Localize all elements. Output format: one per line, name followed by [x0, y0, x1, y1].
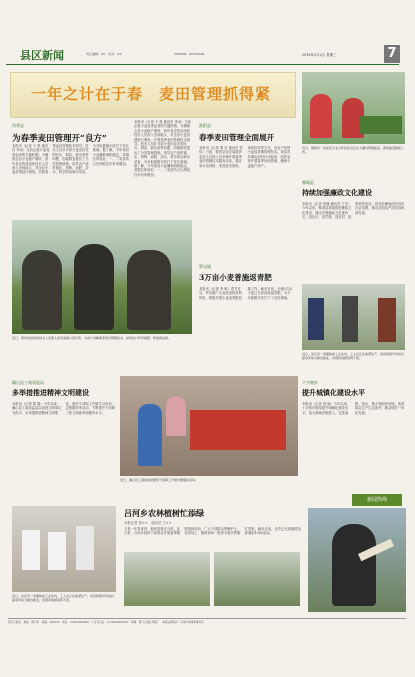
person-figure	[127, 250, 171, 330]
right-top-caption: 近日，淮阳县一家农民专业合作社社员正在大棚内管理蔬菜，春季蔬菜陆续上市。	[302, 146, 405, 154]
center-photo	[120, 376, 298, 476]
page-header	[6, 44, 399, 66]
article-title: 持续加强廉政文化建设	[302, 188, 372, 197]
article-body: 本报讯（记者 周 丽）今年以来，十字路乡围绕提升城镇化建设水平，加大基础设施投入，完善道路、供水、排水等配套设施，改善群众生产生活条件，推动城乡一体化发展。	[302, 402, 405, 415]
person-figure	[310, 94, 332, 138]
tree-planting-photo	[214, 552, 300, 606]
right-mid-caption: 近日，沈丘县一家服装加工企业内，工人们正在加紧生产。该县积极引导农村富余劳动力就近就业，实现挣钱顾家两不误。	[302, 352, 405, 360]
article-title: 3万亩小麦普施返青肥	[199, 273, 272, 282]
footer-rule	[8, 618, 406, 619]
article-main-body: 本报讯（记者 于 燕 通讯员 李冰）当前正值小麦返青起身的关键时期，为确保全县小麦稳产增收，西华县农牧局组织技术人员深入田间地头，对全县小麦苗情进行调查，开展春季麦田管理技术指导。技术人员针对部分麦田存在的旺长、弱苗、病虫害等问题，因地制宜提出了分类管理措施，指导农户适时镇压、划锋、追肥、浇水，科学防治病虫草害，为夺取夏粮丰收打下坚实基础。据了解，今年该县小麦播种面积稳定，苗情总体较好，一、二类苗所占比例较往年有所增加。	[12, 144, 129, 175]
person-figure	[48, 532, 66, 570]
article-body: 本报讯（记者 李 明）春节过后，罗店镇广大农民抢抓有利时机，积极开展小麦返青肥追施工作。截至目前，全镇3万亩小麦已全部追施返青肥，为今年夏粮丰收打下了良好基础。	[199, 287, 293, 300]
right-top-photo	[302, 72, 405, 144]
article-main-body-2: 本报讯（记者 于 燕 通讯员 李冰）当前正值小麦返青起身的关键时期，为确保全县小麦稳产增收，西华县农牧局组织技术人员深入田间地头，对全县小麦苗情进行调查，开展春季麦田管理技术指导。技术人员针对部分麦田存在的旺长、弱苗、病虫害等问题，因地制宜提出了分类管理措施，指导农户适时镇压、划锋、追肥、浇水，科学防治病虫草害，为夺取夏粮丰收打下坚实基础。据了解，今年该县小麦播种面积稳定，苗情总体较好，一、二类苗所占比例较往年有所增加。	[134, 120, 191, 177]
tree-planting-photo	[124, 552, 210, 606]
person-figure	[332, 524, 376, 606]
article-8	[120, 508, 304, 612]
article-location: 淮阳县	[199, 123, 211, 128]
person-figure	[138, 404, 162, 466]
article-location: 西华县	[12, 123, 24, 128]
seedling-tray	[360, 116, 402, 134]
person-figure	[22, 250, 62, 330]
footer: 周口日报社 地址：周口市 邮编：466000 电话：0394-8599999 广告许可证：4116004000003 印刷：周口日报社印刷厂 本报法律顾问：河南中豫律师事务所	[8, 621, 204, 624]
article-title: 吕河乡农林植树忙添绿	[124, 508, 204, 518]
header-meta-left: 责任编辑：XX 校对：XX	[86, 52, 122, 56]
article-title: 多举措推进精神文明建设	[12, 388, 89, 397]
article-2	[199, 120, 295, 220]
person-figure	[308, 298, 324, 340]
ad-box-label: 新闻热线	[366, 497, 387, 503]
bottom-left-caption: 近日，沈丘县一家服装加工企业内，工人们正在加紧生产。该县积极引导农村富余劳动力就近就业，实现挣钱顾家两不误。	[12, 594, 115, 602]
person-figure	[342, 296, 358, 342]
person-figure	[378, 298, 396, 342]
header-meta-center: XINWEN · ZHOUKAN	[174, 52, 205, 56]
article-title: 提升城镇化建设水平	[302, 388, 365, 397]
ad-box	[352, 494, 402, 506]
header-rule	[6, 64, 399, 65]
center-photo-caption: 近日，确山县工商质监局组织干部职工开展志愿服务活动。	[120, 478, 199, 482]
banner-slogan: 一年之计在于春 麦田管理抓得紧	[31, 85, 272, 103]
person-figure	[22, 530, 40, 570]
article-location: 确山县工商质监局	[12, 380, 44, 385]
machine	[190, 410, 286, 450]
article-title: 为春季麦田管理开“良方”	[12, 134, 107, 144]
person-figure	[74, 244, 114, 330]
bottom-right-photo	[308, 508, 406, 612]
main-photo-caption: 近日，西华县农牧局技术人员深入麦田查看小麦长势，为农户讲解春季麦田管理技术，指导农户科学施肥、防治病虫害。	[12, 336, 172, 340]
main-photo	[12, 220, 192, 334]
header-date: 2016年3月2日 星期三	[302, 53, 337, 57]
article-4	[199, 262, 295, 354]
article-3	[302, 180, 405, 280]
banner	[10, 72, 296, 118]
section-title: 县区新闻	[20, 49, 64, 62]
article-byline: 本报记者 张×× 通讯员 王××	[124, 521, 172, 525]
person-figure	[166, 396, 186, 436]
person-figure	[76, 526, 94, 570]
bottom-left-photo	[12, 506, 116, 592]
article-body: 本报讯（记者 张楠 通讯员 王芳）今年以来，郸城县持续推进廉政文化建设，通过开展廉政文化进机关、进社区、进学校、进农村、进家庭等活动，营造崇廉尚洁的良好社会氛围，推动全面从严治党向纵深发展。	[302, 202, 405, 220]
article-location: 郸城县	[302, 180, 314, 185]
article-location: 罗店镇	[199, 264, 211, 269]
article-7	[302, 380, 405, 492]
page-number: 7	[384, 45, 400, 63]
article-body: 又是一年春来到，植树造林正当时。连日来，吕河乡组织干部群众开展春季植树造林活动，广大干部群众挥锹铲土、扶苗培土，植树现场一派热火朝天的繁忙景象。截至目前，全乡已完成植树造林面积1000余亩。	[124, 527, 301, 536]
article-body: 本报讯（记者 陈 磊）今年以来，确山县工商质监局以创建文明单位为抓手，多举措推进精神文明建设，组织干部职工开展学习培训、志愿服务等活动，不断提升干部职工的文明素养和服务水平。	[12, 402, 115, 415]
right-mid-photo	[302, 284, 405, 350]
article-body: 本报讯（记者 秦 亮 通讯员 张伟）日前，淮阳县农业局组织农技人员深入各乡镇开展春季麦田管理技术服务活动，通过举办培训班、发放技术资料、现场指导等方式，向农户传授小麦返青期管理技术。该县各乡镇也纷纷行动起来，组织农民开展春季田间管理，确保小麦稳产高产。	[199, 146, 291, 168]
article-location: 十字路乡	[302, 380, 318, 385]
article-title: 春季麦田管理全面展开	[199, 133, 274, 142]
article-5	[12, 380, 116, 502]
